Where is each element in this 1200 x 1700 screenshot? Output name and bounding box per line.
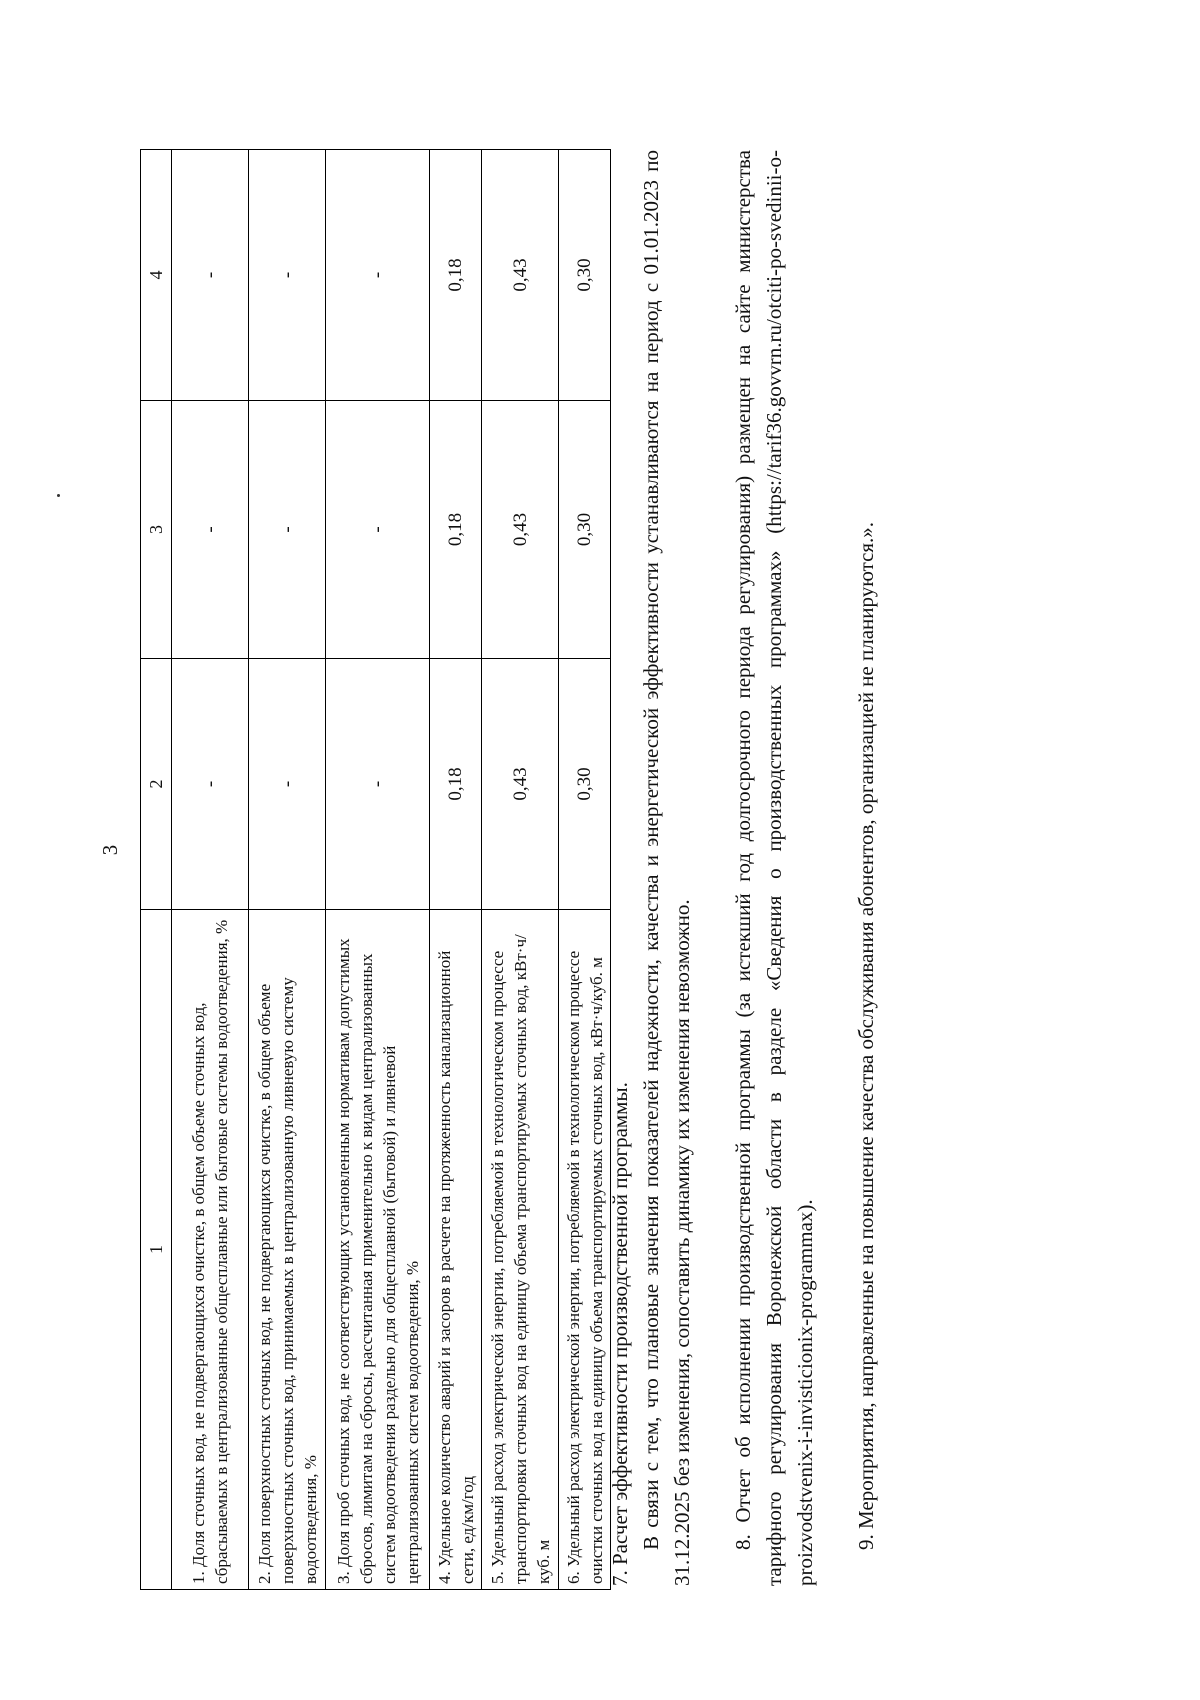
indicator-name: 5. Удельный расход электрической энергии, потребляемой в технологическом процессе транспортировки сточных вод на единицу объема транспортируемых сточных вод, кВт·ч/куб. м xyxy=(482,910,559,1590)
col-header-2: 2 xyxy=(141,659,172,910)
value-col-4: - xyxy=(249,150,326,401)
value-col-2: - xyxy=(249,659,326,910)
rotated-page xyxy=(50,50,1150,1650)
value-col-2: - xyxy=(326,659,430,910)
indicator-name: 4. Удельное количество аварий и засоров в расчете на протяженность канализационной сети, ед/км/год xyxy=(430,910,482,1590)
value-col-4: 0,18 xyxy=(430,150,482,401)
table-row xyxy=(249,150,326,1590)
table-row xyxy=(430,150,482,1590)
indicator-name: 3. Доля проб сточных вод, не соответствующих установленным нормативам допустимых сбросов, лимитам на сбросы, рассчитанная применительно к видам централизованных систем водоотведения раздельно для общесплавной (бытовой) и ливневой централизованных систем водоотведения, % xyxy=(326,910,430,1590)
section-7-title: 7. Расчет эффективности производственной программы. xyxy=(608,1082,632,1586)
value-col-4: - xyxy=(326,150,430,401)
notes-block xyxy=(605,150,882,1586)
col-header-4: 4 xyxy=(141,150,172,401)
value-col-3: 0,18 xyxy=(430,401,482,659)
section-7-body: В связи с тем, что плановые значения показателей надежности, качества и энергетической эффективности устанавливаются на период с 01.01.2023 по 31.12.2025 без изменения, сопоставить динамику их изменения невозможно. xyxy=(639,150,694,1586)
table-header-row xyxy=(141,150,172,1590)
col-header-3: 3 xyxy=(141,401,172,659)
value-col-2: 0,18 xyxy=(430,659,482,910)
value-col-2: 0,30 xyxy=(559,659,611,910)
indicators-table xyxy=(140,149,611,1590)
value-col-3: - xyxy=(172,401,249,659)
value-col-4: 0,30 xyxy=(559,150,611,401)
section-9-text: 9. Мероприятия, направленные на повышение качества обслуживания абонентов, организацией не планируются.». xyxy=(854,521,878,1550)
indicator-name: 6. Удельный расход электрической энергии, потребляемой в технологическом процессе очистки сточных вод на единицу объема транспортируемых сточных вод, кВт·ч/куб. м xyxy=(559,910,611,1590)
value-col-2: - xyxy=(172,659,249,910)
value-col-4: 0,43 xyxy=(482,150,559,401)
col-header-1: 1 xyxy=(141,910,172,1590)
value-col-3: - xyxy=(326,401,430,659)
indicator-name: 2. Доля поверхностных сточных вод, не подвергающихся очистке, в общем объеме поверхностных сточных вод, принимаемых в централизованную ливневую систему водоотведения, % xyxy=(249,910,326,1590)
value-col-3: 0,30 xyxy=(559,401,611,659)
table-row xyxy=(172,150,249,1590)
value-col-2: 0,43 xyxy=(482,659,559,910)
value-col-3: 0,43 xyxy=(482,401,559,659)
value-col-3: - xyxy=(249,401,326,659)
value-col-4: - xyxy=(172,150,249,401)
section-8-text: 8. Отчет об исполнении производственной программы (за истекший год долгосрочного периода регулирования) размещен на сайте министерства тарифного регулирования Воронежской области в разделе «Сведения о производственных программах» (https://tarif36.govvrn.ru/otciti-po-svedinii-o-proizvodstvenix-i-invisticionix-programmax). xyxy=(731,150,817,1586)
page-number: 3 xyxy=(98,844,122,856)
table-row xyxy=(482,150,559,1590)
table-row xyxy=(559,150,611,1590)
indicator-name: 1. Доля сточных вод, не подвергающихся очистке, в общем объеме сточных вод, сбрасываемых в централизованные общесплавные или бытовые системы водоотведения, % xyxy=(172,910,249,1590)
table-row xyxy=(326,150,430,1590)
